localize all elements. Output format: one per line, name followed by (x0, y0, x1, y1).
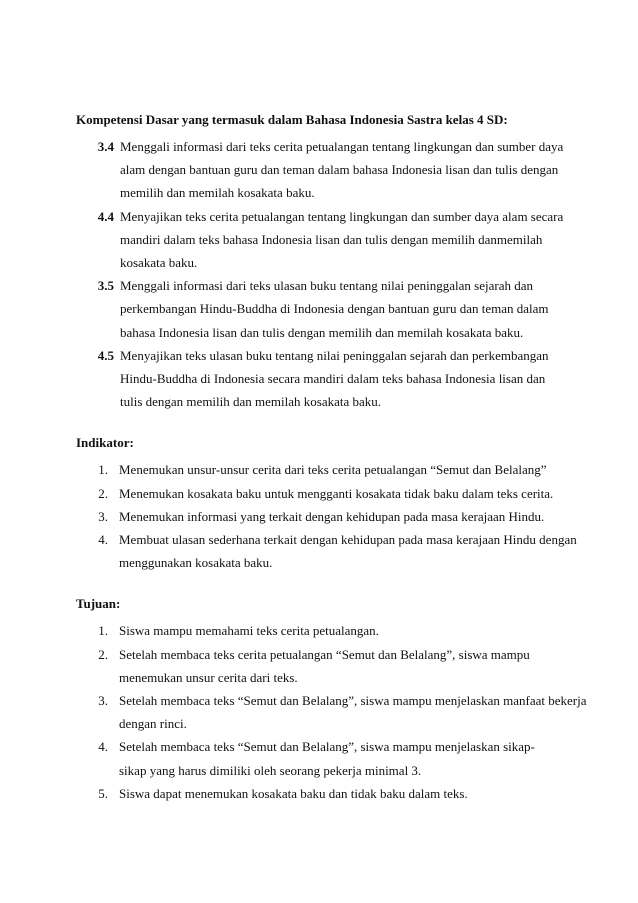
competency-text (120, 135, 566, 205)
text-line: Menyajikan teks ulasan buku tentang nilai peninggalan sejarah dan perkembangan (120, 347, 549, 363)
indicators-section (76, 433, 577, 574)
competency-item (76, 274, 566, 344)
indicator-number: 1. (98, 462, 108, 478)
competency-text (120, 205, 566, 275)
indicators-list (76, 458, 577, 574)
document-content (76, 110, 587, 805)
text-line: Menggali informasi dari teks cerita petualangan tentang lingkungan dan sumber daya (120, 139, 564, 154)
objective-number: 1. (98, 623, 108, 639)
competency-item (76, 135, 566, 205)
text-line: Hindu-Buddha di Indonesia secara mandiri dalam teks bahasa Indonesia lisan dan (120, 371, 546, 387)
objective-number: 2. (98, 646, 108, 662)
competencies-list (76, 135, 566, 413)
text-line: Menyajikan teks cerita petualangan tentang lingkungan dan sumber daya alam secara (120, 208, 564, 224)
text-line: sikap yang harus dimiliki oleh seorang pekerja minimal 3. (119, 762, 422, 778)
objective-text (119, 689, 586, 735)
competencies-section (76, 110, 566, 413)
competencies-heading: Kompetensi Dasar yang termasuk dalam Bahasa Indonesia Sastra kelas 4 SD: (76, 112, 508, 127)
competency-text (120, 274, 566, 344)
text-line: Setelah membaca teks “Semut dan Belalang”, siswa mampu menjelaskan sikap- (119, 739, 535, 755)
text-line: bahasa Indonesia lisan dan tulis dengan memilih dan memilah kosakata baku. (120, 324, 524, 340)
objective-number: 3. (98, 693, 108, 709)
text-line: menemukan unsur cerita dari teks. (119, 669, 298, 685)
objective-item (76, 689, 587, 735)
text-line: kosakata baku. (120, 255, 198, 271)
text-line: alam dengan bantuan guru dan teman dalam bahasa Indonesia lisan dan tulis dengan (120, 162, 559, 178)
competency-number: 3.5 (97, 278, 114, 294)
section-spacer (76, 574, 566, 594)
competency-number: 4.4 (97, 208, 114, 224)
objective-item (76, 782, 566, 805)
objectives-heading: Tujuan: (76, 596, 121, 612)
text-line: Siswa dapat menemukan kosakata baku dan tidak baku dalam teks. (119, 785, 468, 801)
indicator-text (119, 458, 566, 481)
competency-number: 4.5 (97, 347, 114, 363)
objective-number: 5. (98, 785, 108, 801)
text-line: perkembangan Hindu-Buddha di Indonesia dengan bantuan guru dan teman dalam (120, 301, 549, 317)
text-line: Menemukan kosakata baku untuk mengganti kosakata tidak baku dalam teks cerita. (119, 485, 554, 501)
text-line: dengan rinci. (119, 716, 187, 732)
indicator-item (76, 505, 566, 528)
objectives-section (76, 594, 587, 805)
indicator-text (119, 505, 566, 528)
objective-number: 4. (98, 739, 108, 755)
section-spacer (76, 413, 566, 433)
objective-text (119, 735, 566, 781)
indicator-item (76, 458, 566, 481)
objective-text (119, 782, 566, 805)
objectives-list (76, 619, 587, 805)
competency-number: 3.4 (97, 139, 114, 154)
indicator-item (76, 528, 577, 574)
indicator-item (76, 482, 566, 505)
text-line: Setelah membaca teks cerita petualangan “Semut dan Belalang”, siswa mampu (119, 646, 530, 662)
objective-text (119, 643, 566, 689)
competency-item (76, 344, 566, 414)
text-line: Siswa mampu memahami teks cerita petualangan. (119, 623, 379, 639)
text-line: memilih dan memilah kosakata baku. (120, 185, 315, 201)
indicator-text (119, 482, 566, 505)
text-line: Menemukan informasi yang terkait dengan kehidupan pada masa kerajaan Hindu. (119, 508, 545, 524)
objective-text (119, 619, 566, 642)
text-line: Setelah membaca teks “Semut dan Belalang”, siswa mampu menjelaskan manfaat bekerja (119, 693, 587, 709)
competency-text (120, 344, 566, 414)
indicator-number: 2. (98, 485, 108, 501)
indicator-number: 3. (98, 508, 108, 524)
objective-item (76, 643, 566, 689)
competency-item (76, 205, 566, 275)
text-line: mandiri dalam teks bahasa Indonesia lisan dan tulis dengan memilih danmemilah (120, 231, 543, 247)
text-line: menggunakan kosakata baku. (119, 555, 273, 571)
text-line: Menggali informasi dari teks ulasan buku tentang nilai peninggalan sejarah dan (120, 278, 533, 294)
objective-item (76, 619, 566, 642)
indicator-text (119, 528, 577, 574)
text-line: Menemukan unsur-unsur cerita dari teks cerita petualangan “Semut dan Belalang” (119, 462, 547, 478)
text-line: Membuat ulasan sederhana terkait dengan kehidupan pada masa kerajaan Hindu dengan (119, 532, 577, 548)
indicator-number: 4. (98, 532, 108, 548)
text-line: tulis dengan memilih dan memilah kosakata baku. (120, 394, 382, 410)
indicators-heading: Indikator: (76, 435, 134, 451)
objective-item (76, 735, 566, 781)
